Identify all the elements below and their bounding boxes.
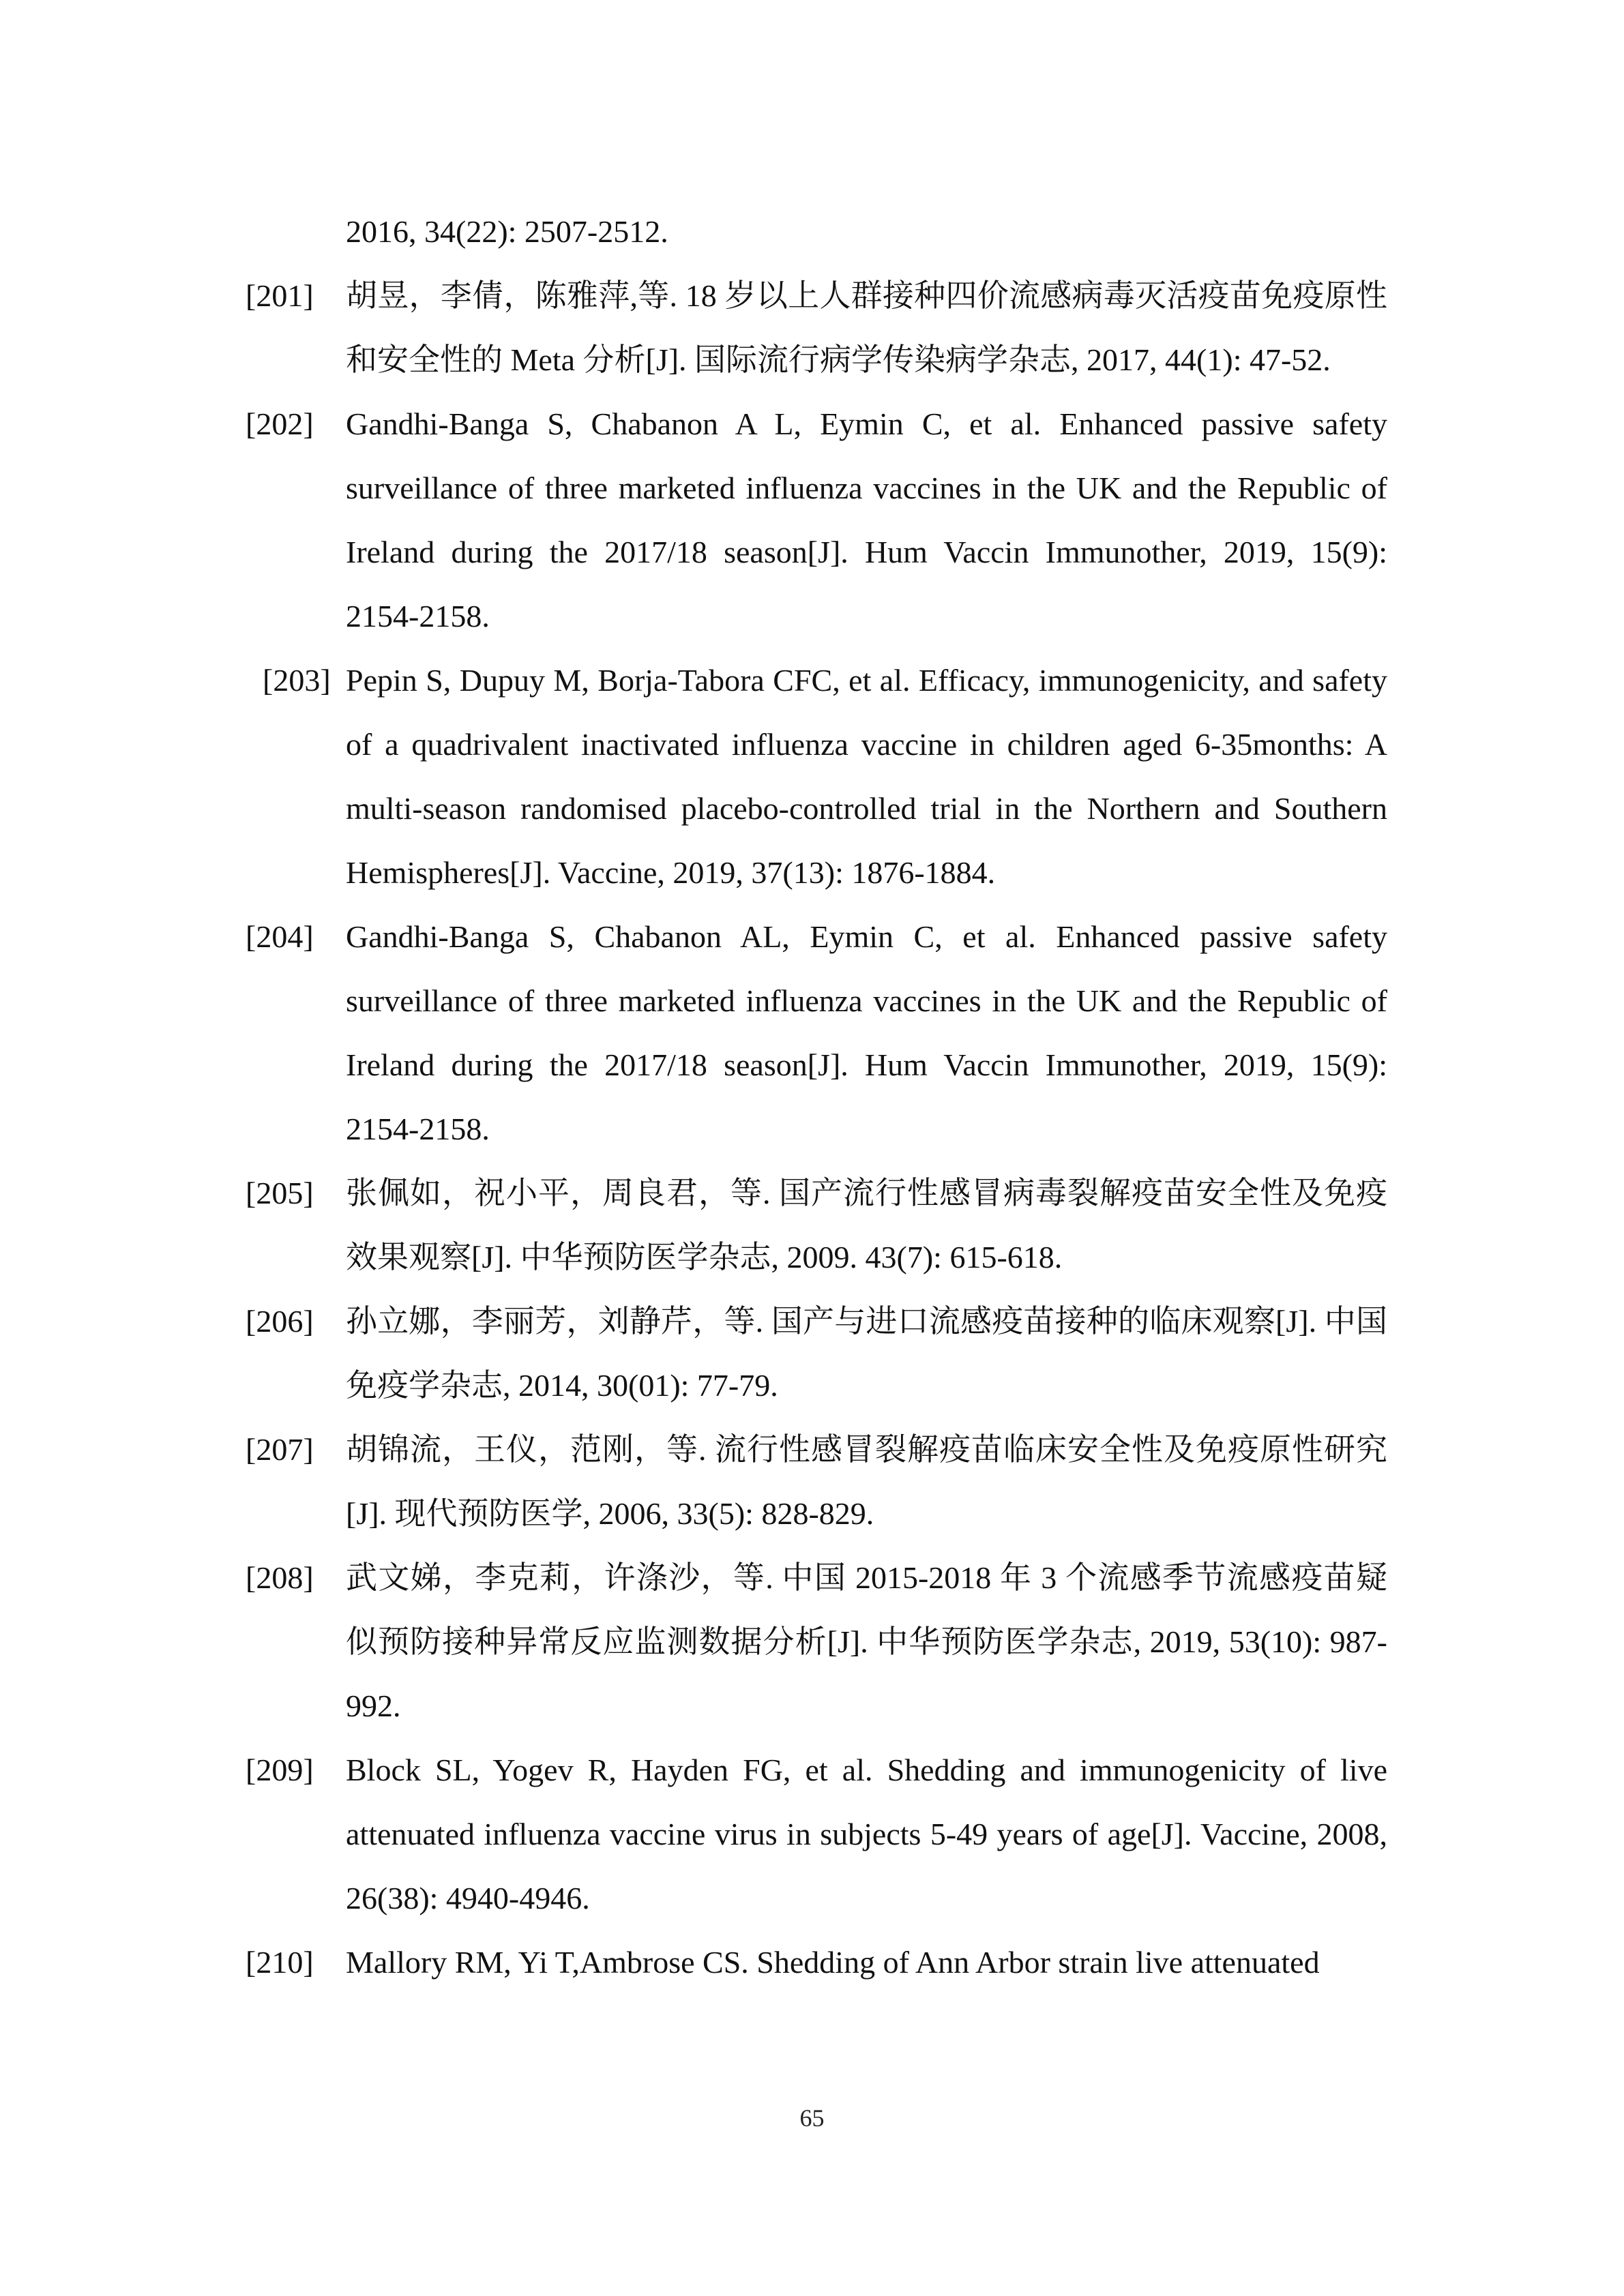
reference-item xyxy=(246,1289,1387,1418)
reference-item xyxy=(246,905,1387,1161)
reference-text: Gandhi-Banga S, Chabanon AL, Eymin C, et al. Enhanced passive safety surveillance of three marketed influenza vaccines in the UK and the Republic of Ireland during the 2017/18 season[J]. Hum Vaccin Immunother, 2019, 15(9): 2154-2158. xyxy=(346,919,1387,1146)
reference-number: [209] xyxy=(246,1753,314,1787)
reference-number: [210] xyxy=(246,1945,314,1980)
reference-text: 孙立娜，李丽芳，刘静芹，等. 国产与进口流感疫苗接种的临床观察[J]. 中国免疫学杂志, 2014, 30(01): 77-79. xyxy=(346,1304,1387,1403)
reference-number: [201] xyxy=(246,278,314,313)
reference-list xyxy=(246,200,1387,1995)
reference-text: 武文娣，李克莉，许涤沙，等. 中国 2015-2018 年 3 个流感季节流感疫苗疑似预防接种异常反应监测数据分析[J]. 中华预防医学杂志, 2019, 53(10): 987-992. xyxy=(346,1560,1387,1723)
reference-item xyxy=(246,1738,1387,1930)
reference-item xyxy=(246,1418,1387,1546)
reference-number: [204] xyxy=(246,919,314,954)
reference-item xyxy=(246,264,1387,392)
reference-number: [203] xyxy=(263,663,331,698)
reference-text: Block SL, Yogev R, Hayden FG, et al. Shedding and immunogenicity of live attenuated influenza vaccine virus in subjects 5-49 years of age[J]. Vaccine, 2008, 26(38): 4940-4946. xyxy=(346,1753,1387,1915)
reference-number: [208] xyxy=(246,1560,314,1595)
reference-text: Gandhi-Banga S, Chabanon A L, Eymin C, et al. Enhanced passive safety surveillance of three marketed influenza vaccines in the UK and the Republic of Ireland during the 2017/18 season[J]. Hum Vaccin Immunother, 2019, 15(9): 2154-2158. xyxy=(346,406,1387,633)
reference-text: Mallory RM, Yi T,Ambrose CS. Shedding of Ann Arbor strain live attenuated xyxy=(346,1945,1320,1980)
reference-number: [207] xyxy=(246,1432,314,1467)
reference-item xyxy=(246,648,1387,905)
reference-item xyxy=(246,392,1387,648)
reference-number: [205] xyxy=(246,1176,314,1210)
reference-text: Pepin S, Dupuy M, Borja-Tabora CFC, et al. Efficacy, immunogenicity, and safety of a quadrivalent inactivated influenza vaccine in children aged 6-35months: A multi-season randomised placebo-controlled trial in the Northern and Southern Hemispheres[J]. Vaccine, 2019, 37(13): 1876-1884. xyxy=(346,663,1387,890)
page-number: 65 xyxy=(799,2104,825,2132)
reference-text: 张佩如，祝小平，周良君，等. 国产流行性感冒病毒裂解疫苗安全性及免疫效果观察[J]. 中华预防医学杂志, 2009. 43(7): 615-618. xyxy=(346,1176,1387,1274)
reference-continuation: 2016, 34(22): 2507-2512. xyxy=(346,214,668,249)
reference-text: 胡锦流，王仪，范刚，等. 流行性感冒裂解疫苗临床安全性及免疫原性研究[J]. 现代预防医学, 2006, 33(5): 828-829. xyxy=(346,1432,1387,1531)
reference-number: [202] xyxy=(246,406,314,441)
reference-item xyxy=(246,1930,1387,1995)
reference-item xyxy=(246,1161,1387,1289)
reference-item xyxy=(246,1546,1387,1738)
reference-text: 胡昱，李倩，陈雅萍,等. 18 岁以上人群接种四价流感病毒灭活疫苗免疫原性和安全性的 Meta 分析[J]. 国际流行病学传染病学杂志, 2017, 44(1): 47-52. xyxy=(346,278,1387,377)
reference-number: [206] xyxy=(246,1304,314,1339)
